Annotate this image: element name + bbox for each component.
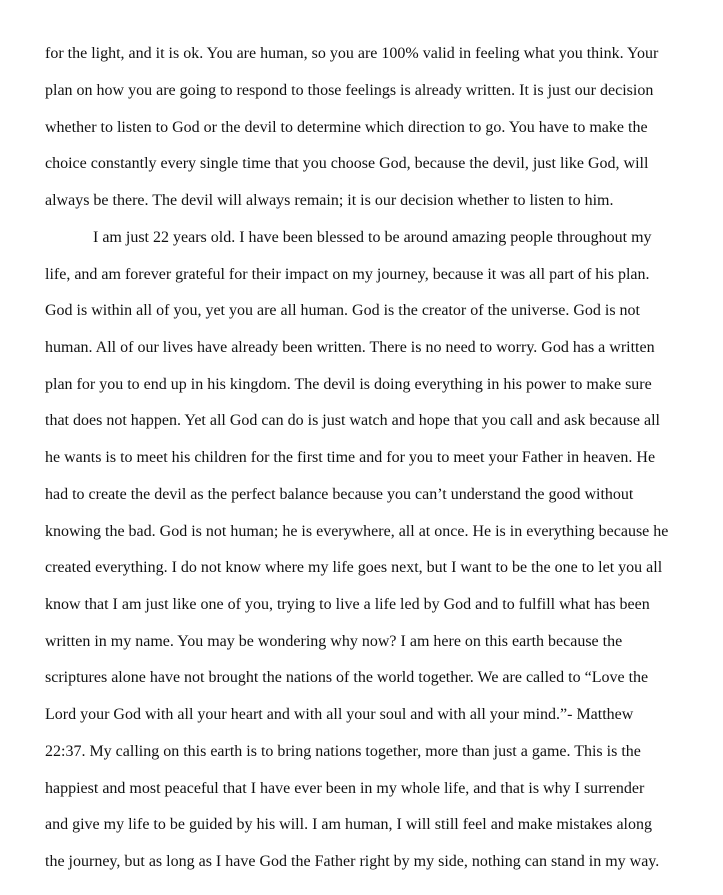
paragraph-start-line: I am just 22 years old. I have been blessed to be around amazing people throughout my — [93, 229, 652, 246]
text-line: created everything. I do not know where my life goes next, but I want to be the one to let you all — [45, 559, 663, 576]
text-line: that does not happen. Yet all God can do is just watch and hope that you call and ask because all — [45, 412, 660, 429]
text-line: life, and am forever grateful for their impact on my journey, because it was all part of his plan. — [45, 266, 650, 283]
text-line: plan for you to end up in his kingdom. The devil is doing everything in his power to make sure — [45, 376, 652, 393]
text-line: know that I am just like one of you, trying to live a life led by God and to fulfill what has been — [45, 596, 650, 613]
text-line: he wants is to meet his children for the first time and for you to meet your Father in heaven. He — [45, 449, 656, 466]
text-line: God is within all of you, yet you are all human. God is the creator of the universe. God is not — [45, 302, 640, 319]
text-line: knowing the bad. God is not human; he is everywhere, all at once. He is in everything because he — [45, 523, 669, 540]
text-line: plan on how you are going to respond to those feelings is already written. It is just our decision — [45, 82, 654, 99]
text-line: choice constantly every single time that you choose God, because the devil, just like God, will — [45, 155, 649, 172]
text-line: and give my life to be guided by his will. I am human, I will still feel and make mistakes along — [45, 816, 652, 833]
text-line: written in my name. You may be wondering why now? I am here on this earth because the — [45, 633, 623, 650]
text-line: had to create the devil as the perfect balance because you can’t understand the good without — [45, 486, 634, 503]
text-line: happiest and most peaceful that I have ever been in my whole life, and that is why I surrender — [45, 780, 645, 797]
text-line: the journey, but as long as I have God the Father right by my side, nothing can stand in my way. — [45, 853, 660, 870]
text-line: human. All of our lives have already been written. There is no need to worry. God has a written — [45, 339, 655, 356]
text-line: whether to listen to God or the devil to determine which direction to go. You have to make the — [45, 119, 648, 136]
text-line: Lord your God with all your heart and with all your soul and with all your mind.”- Matthew — [45, 706, 634, 723]
text-line: 22:37. My calling on this earth is to bring nations together, more than just a game. This is the — [45, 743, 641, 760]
text-line: scriptures alone have not brought the nations of the world together. We are called to “Love the — [45, 669, 649, 686]
text-line: for the light, and it is ok. You are human, so you are 100% valid in feeling what you think. Your — [45, 45, 659, 62]
text-line: always be there. The devil will always remain; it is our decision whether to listen to him. — [45, 192, 614, 209]
